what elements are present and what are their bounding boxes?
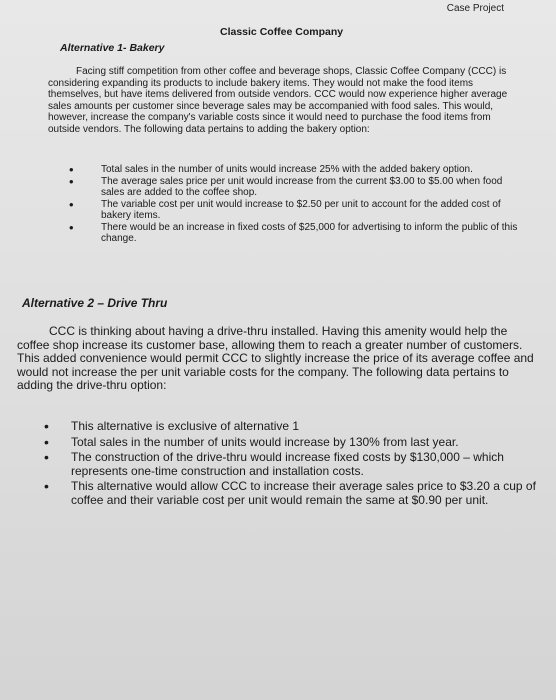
alt2-bullet-list bbox=[44, 418, 541, 510]
bullet-icon: • bbox=[69, 196, 74, 212]
alt2-bullet-text: The construction of the drive-thru would increase fixed costs by $130,000 – which represents one-time construction and installation costs. bbox=[71, 450, 504, 478]
alt1-bullet-item bbox=[69, 173, 519, 199]
alt1-bullet-item bbox=[69, 219, 519, 245]
alt2-bullet-item bbox=[44, 449, 541, 478]
alt2-heading: Alternative 2 – Drive Thru bbox=[22, 296, 168, 310]
alt2-bullet-item bbox=[44, 433, 541, 450]
alt1-bullet-item bbox=[69, 196, 519, 222]
bullet-icon: • bbox=[44, 418, 49, 434]
bullet-icon: • bbox=[69, 219, 74, 235]
alt1-bullet-list bbox=[69, 162, 519, 245]
alt2-bullet-text: This alternative would allow CCC to increase their average sales price to $3.20 a cup of coffee and their variable cost per unit would remain the same at $0.90 per unit. bbox=[71, 479, 536, 507]
alt2-bullet-text: Total sales in the number of units would increase by 130% from last year. bbox=[71, 434, 459, 449]
alt1-bullet-text: There would be an increase in fixed costs of $25,000 for advertising to inform the public of this change. bbox=[101, 221, 518, 244]
case-project-label: Case Project bbox=[446, 3, 504, 14]
bullet-icon: • bbox=[69, 162, 74, 177]
document-title: Classic Coffee Company bbox=[220, 26, 344, 38]
bullet-icon: • bbox=[44, 449, 49, 466]
alt1-paragraph: Facing stiff competition from other coffee and beverage shops, Classic Coffee Company (CCC) is considering expanding its products to include bakery items. They would not make the food items themselves, but have items delivered from outside vendors. CCC would now experience higher average sales amounts per customer since beverage sales may be accompanied with food sales. This would, however, increase the company's variable costs since it would need to purchase the food items from outside vendors. The following data pertains to adding the bakery option: bbox=[48, 66, 508, 135]
alt1-bullet-text: The variable cost per unit would increase to $2.50 per unit to account for the added cost of bakery items. bbox=[101, 198, 501, 221]
bullet-icon: • bbox=[44, 433, 49, 450]
bullet-icon: • bbox=[69, 173, 74, 189]
alt2-bullet-text: This alternative is exclusive of alternative 1 bbox=[71, 419, 300, 433]
alt2-bullet-item bbox=[44, 418, 541, 434]
alt1-heading: Alternative 1- Bakery bbox=[60, 42, 165, 54]
alt1-bullet-item bbox=[69, 162, 519, 177]
alt1-bullet-text: The average sales price per unit would increase from the current $3.00 to $5.00 when food sales are added to the coffee shop. bbox=[101, 175, 503, 198]
alt2-paragraph: CCC is thinking about having a drive-thru installed. Having this amenity would help the coffee shop increase its customer base, allowing them to reach a greater number of customers. This added convenience would permit CCC to slightly increase the price of its average coffee and would not increase the per unit variable costs for the company. The following data pertains to adding the drive-thru option: bbox=[17, 324, 534, 393]
bullet-icon: • bbox=[44, 478, 49, 495]
alt1-bullet-text: Total sales in the number of units would increase 25% with the added bakery option. bbox=[101, 164, 473, 175]
alt2-bullet-item bbox=[44, 478, 541, 507]
